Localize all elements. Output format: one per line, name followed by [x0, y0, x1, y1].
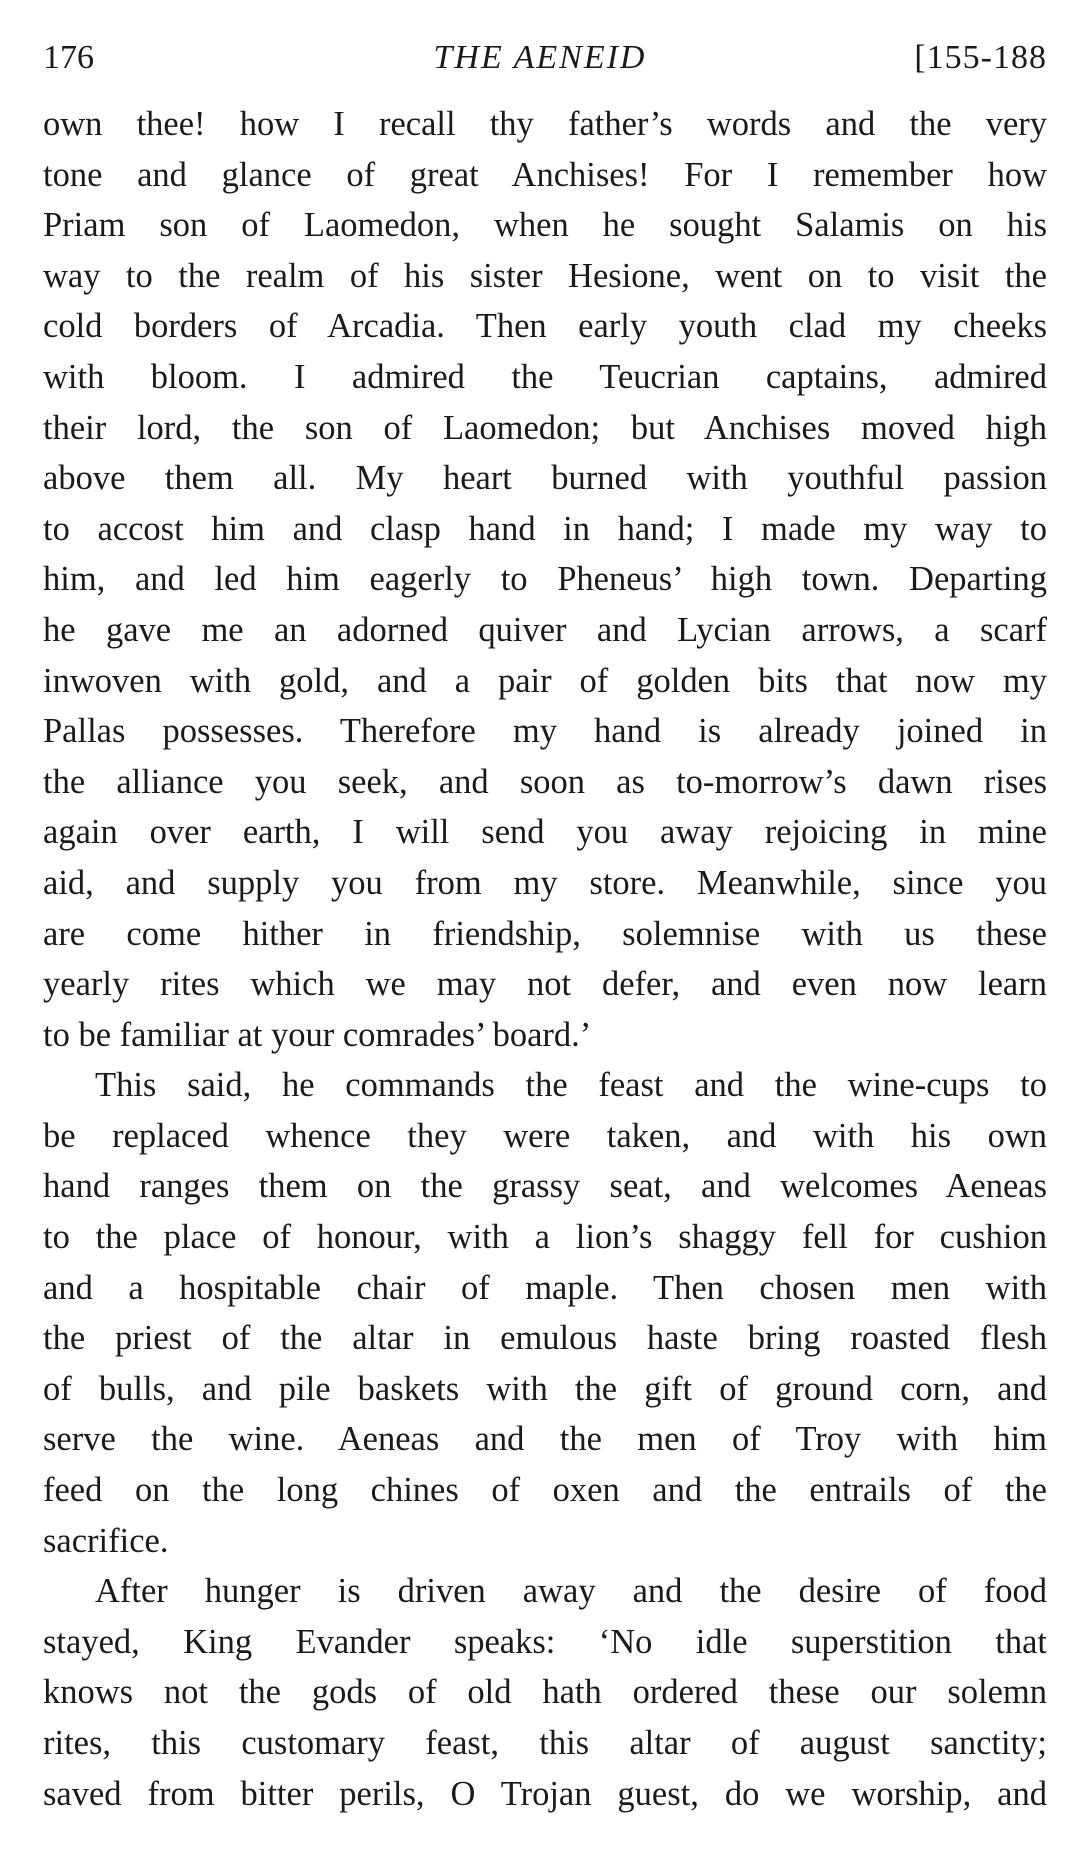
text-line: to the place of honour, with a lion’s shaggy fell for cushion: [43, 1218, 1047, 1257]
text-line: rites, this customary feast, this altar of august sanctity;: [43, 1724, 1047, 1762]
text-line: to be familiar at your comrades’ board.’: [43, 1015, 592, 1054]
text-line: stayed, King Evander speaks: ‘No idle superstition that: [43, 1622, 1047, 1661]
text-line: and a hospitable chair of maple. Then chosen men with: [43, 1268, 1047, 1307]
text-line: him, and led him eagerly to Pheneus’ high town. Departing: [43, 560, 1047, 599]
text-line: Priam son of Laomedon, when he sought Salamis on his: [43, 206, 1047, 245]
text-line: he gave me an adorned quiver and Lycian arrows, a scarf: [43, 610, 1047, 649]
text-line: to accost him and clasp hand in hand; I made my way to: [43, 509, 1047, 548]
book-page: [43, 32, 1047, 1819]
text-line: again over earth, I will send you away rejoicing in mine: [43, 813, 1047, 852]
text-line: hand ranges them on the grassy seat, and welcomes Aeneas: [43, 1167, 1047, 1206]
text-line: of bulls, and pile baskets with the gift of ground corn, and: [43, 1369, 1047, 1408]
text-line: way to the realm of his sister Hesione, went on to visit the: [43, 256, 1047, 295]
text-line: above them all. My heart burned with youthful passion: [43, 459, 1047, 498]
text-line: yearly rites which we may not defer, and even now learn: [43, 965, 1047, 1004]
text-line: feed on the long chines of oxen and the entrails of the: [43, 1471, 1047, 1510]
text-line: be replaced whence they were taken, and with his own: [43, 1116, 1047, 1155]
text-line: knows not the gods of old hath ordered these our solemn: [43, 1673, 1047, 1712]
text-line: tone and glance of great Anchises! For I remember how: [43, 155, 1047, 194]
text-line: are come hither in friendship, solemnise with us these: [43, 914, 1047, 953]
book-title: THE AENEID: [433, 39, 647, 76]
text-line: After hunger is driven away and the desire of food: [95, 1572, 1047, 1611]
text-line: Pallas possesses. Therefore my hand is already joined in: [43, 712, 1047, 751]
text-line: with bloom. I admired the Teucrian captains, admired: [43, 357, 1047, 396]
line-range: [155-188: [914, 39, 1047, 76]
text-line: sacrifice.: [43, 1521, 169, 1560]
text-line: saved from bitter perils, O Trojan guest, do we worship, and: [43, 1774, 1047, 1813]
text-line: aid, and supply you from my store. Meanwhile, since you: [43, 863, 1047, 902]
text-line: cold borders of Arcadia. Then early youth clad my cheeks: [43, 307, 1047, 346]
running-head: [43, 32, 1047, 84]
text-line: the alliance you seek, and soon as to-morrow’s dawn rises: [43, 762, 1047, 801]
text-line: their lord, the son of Laomedon; but Anchises moved high: [43, 408, 1047, 447]
text-line: own thee! how I recall thy father’s words and the very: [43, 105, 1047, 143]
text-line: serve the wine. Aeneas and the men of Troy with him: [43, 1420, 1047, 1459]
paragraph-2: [43, 1060, 1047, 1566]
text-line: This said, he commands the feast and the wine-cups to: [95, 1066, 1047, 1105]
paragraph-3: [43, 1566, 1047, 1819]
text-line: inwoven with gold, and a pair of golden bits that now my: [43, 661, 1047, 700]
body-text: [43, 99, 1047, 1819]
text-line: the priest of the altar in emulous haste bring roasted flesh: [43, 1319, 1047, 1358]
paragraph-1: [43, 99, 1047, 1060]
page-number: 176: [43, 39, 94, 76]
